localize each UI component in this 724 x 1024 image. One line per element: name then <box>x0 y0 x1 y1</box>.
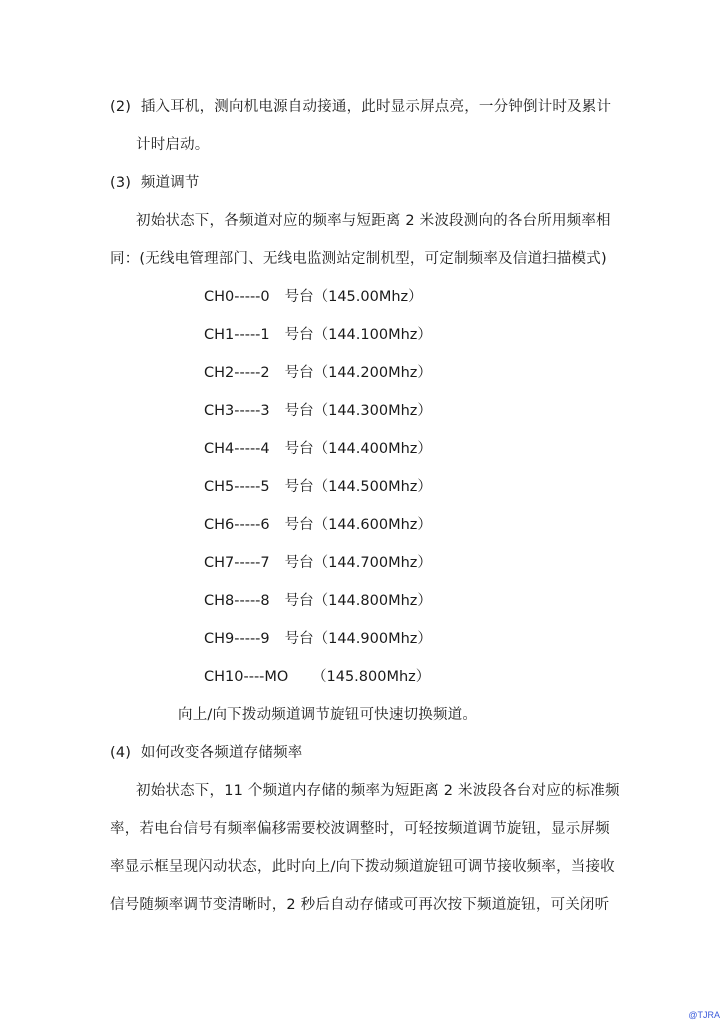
item-2-text: 插入耳机，测向机电源自动接通，此时显示屏点亮，一分钟倒计时及累计 <box>140 99 612 115</box>
channel-row <box>204 553 432 573</box>
channel-info: （145.800Mhz） <box>312 669 431 685</box>
channel-row <box>204 439 432 459</box>
item-2-continuation: 计时启动。 <box>136 137 210 153</box>
channel-info: 号台（144.600Mhz） <box>284 517 432 533</box>
item-3-title: 频道调节 <box>140 175 200 191</box>
item-3-paragraph-line-2: 同：(无线电管理部门、无线电监测站定制机型，可定制频率及信道扫描模式) <box>110 251 607 267</box>
channel-code: CH1-----1 <box>204 327 270 343</box>
channel-code: CH6-----6 <box>204 517 270 533</box>
channel-info: 号台（144.400Mhz） <box>284 441 432 457</box>
item-4-number: (4) <box>110 745 132 761</box>
watermark: @TJRA <box>688 1010 720 1020</box>
channel-info: 号台（144.800Mhz） <box>284 593 432 609</box>
channel-code: CH9-----9 <box>204 631 270 647</box>
item-3-paragraph-line-1: 初始状态下，各频道对应的频率与短距离 2 米波段测向的各台所用频率相 <box>136 213 611 229</box>
channel-row <box>204 591 432 611</box>
channel-info: 号台（144.300Mhz） <box>284 403 432 419</box>
channel-row <box>204 477 432 497</box>
item-4-line-1: 初始状态下，11 个频道内存储的频率为短距离 2 米波段各台对应的标准频 <box>136 783 620 799</box>
channel-row <box>204 401 432 421</box>
channel-row <box>204 515 432 535</box>
item-2-line <box>110 97 611 117</box>
channel-code: CH0-----0 <box>204 289 270 305</box>
channel-info: 号台（144.100Mhz） <box>284 327 432 343</box>
channel-code: CH10----MO <box>204 669 289 685</box>
channel-info: 号台（144.200Mhz） <box>284 365 432 381</box>
channel-code: CH7-----7 <box>204 555 270 571</box>
channel-code: CH5-----5 <box>204 479 270 495</box>
channel-info: 号台（144.500Mhz） <box>284 479 432 495</box>
channel-row <box>204 667 430 687</box>
channel-info: 号台（144.700Mhz） <box>284 555 432 571</box>
channel-row <box>204 629 432 649</box>
item-4-heading <box>110 743 303 763</box>
item-2-number: (2) <box>110 99 132 115</box>
channel-code: CH8-----8 <box>204 593 270 609</box>
channel-row <box>204 287 423 307</box>
channel-switch-note: 向上/向下拨动频道调节旋钮可快速切换频道。 <box>178 707 478 723</box>
item-3-number: (3) <box>110 175 132 191</box>
item-3-heading <box>110 173 200 193</box>
channel-info: 号台（144.900Mhz） <box>284 631 432 647</box>
item-4-line-3: 率显示框呈现闪动状态，此时向上/向下拨动频道旋钮可调节接收频率，当接收 <box>110 859 615 875</box>
channel-code: CH3-----3 <box>204 403 270 419</box>
channel-code: CH2-----2 <box>204 365 270 381</box>
item-4-title: 如何改变各频道存储频率 <box>140 745 303 761</box>
channel-row <box>204 363 432 383</box>
channel-code: CH4-----4 <box>204 441 270 457</box>
item-4-line-4: 信号随频率调节变清晰时，2 秒后自动存储或可再次按下频道旋钮，可关闭听 <box>110 897 610 913</box>
channel-row <box>204 325 432 345</box>
channel-info: 号台（145.00Mhz） <box>284 289 423 305</box>
item-4-line-2: 率，若电台信号有频率偏移需要校波调整时，可轻按频道调节旋钮，显示屏频 <box>110 821 610 837</box>
